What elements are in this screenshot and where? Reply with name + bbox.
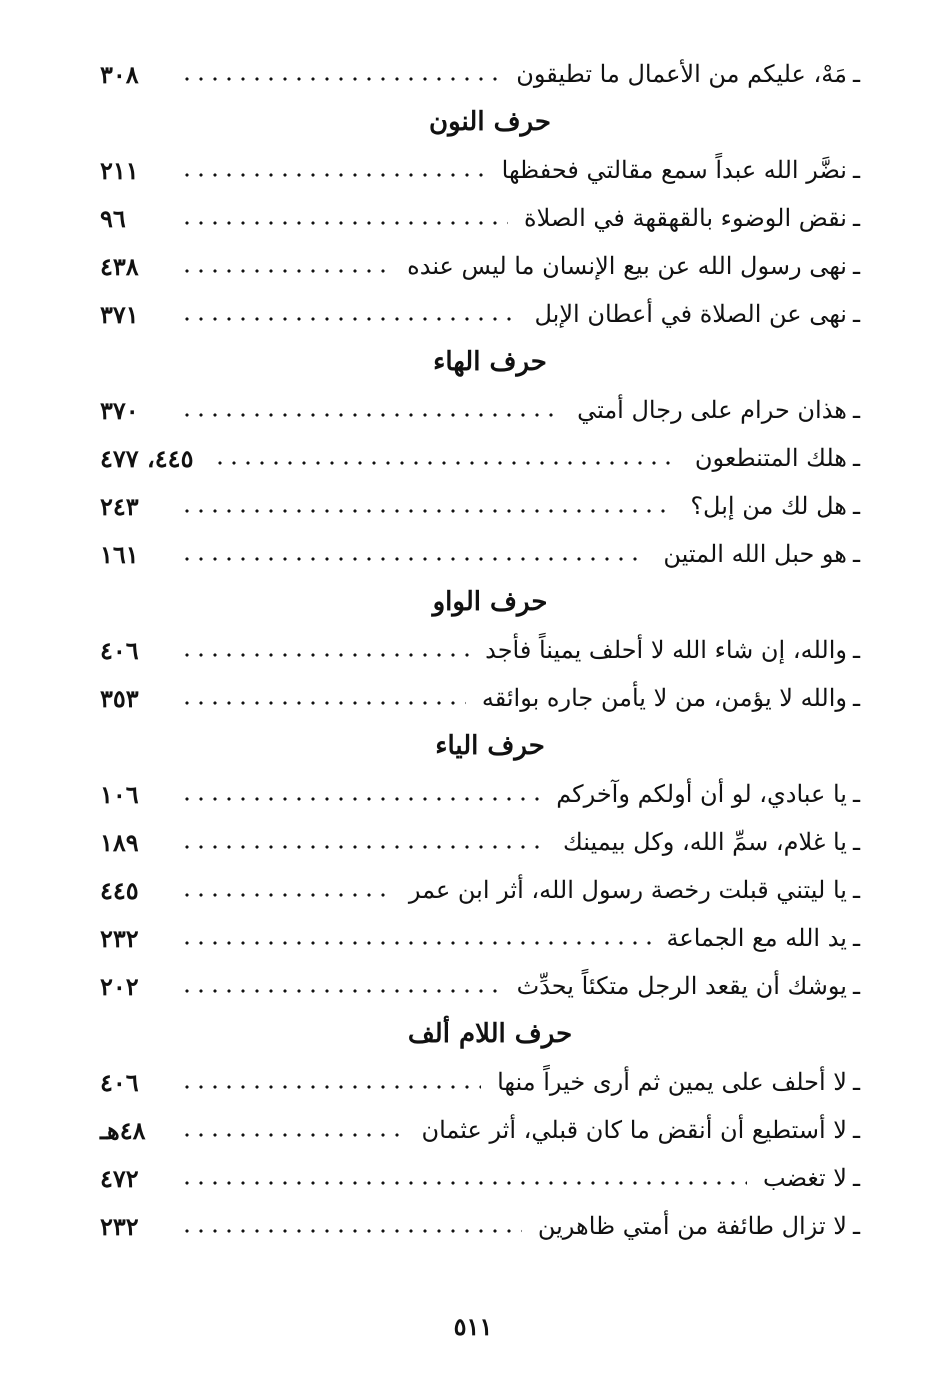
entry-dash: ـ <box>852 396 860 424</box>
index-entry <box>100 1202 860 1250</box>
dot-leader <box>180 1229 522 1233</box>
entry-text: هلك المتنطعون <box>694 444 847 472</box>
entry-text: هو حبل الله المتين <box>663 540 847 568</box>
hadith-index-list <box>100 50 860 1250</box>
index-entry <box>100 1106 860 1154</box>
section-heading-row <box>100 1010 860 1058</box>
entry-dash: ـ <box>852 444 860 472</box>
dot-leader <box>180 77 500 81</box>
entry-text: مَهْ، عليكم من الأعمال ما تطيقون <box>516 60 847 88</box>
entry-text: والله، إن شاء الله لا أحلف يميناً فأجد <box>485 636 847 664</box>
entry-page-reference: ١٠٦ <box>100 779 139 809</box>
entry-page-reference: ٣٧١ <box>100 299 139 329</box>
index-entry <box>100 770 860 818</box>
index-entry <box>100 50 860 98</box>
index-entry <box>100 290 860 338</box>
entry-page-reference: ٤٤٥، ٤٧٧ <box>100 443 194 473</box>
entry-page-reference: ١٨٩ <box>100 827 139 857</box>
entry-dash: ـ <box>852 1212 860 1240</box>
entry-dash: ـ <box>852 972 860 1000</box>
dot-leader <box>180 941 651 945</box>
entry-dash: ـ <box>852 636 860 664</box>
section-heading-row <box>100 338 860 386</box>
section-heading: حرف الواو <box>432 587 548 617</box>
entry-page-reference: ٣٥٣ <box>100 683 139 713</box>
entry-text: هل لك من إبل؟ <box>690 492 847 520</box>
index-entry <box>100 914 860 962</box>
entry-page-reference: ٤٣٨ <box>100 251 139 281</box>
entry-page-reference: ٣٧٠ <box>100 395 139 425</box>
entry-dash: ـ <box>852 876 860 904</box>
entry-page-reference: ٤٠٦ <box>100 635 139 665</box>
dot-leader <box>180 653 469 657</box>
entry-dash: ـ <box>852 780 860 808</box>
index-entry <box>100 866 860 914</box>
dot-leader <box>180 509 674 513</box>
entry-dash: ـ <box>852 300 860 328</box>
index-entry <box>100 242 860 290</box>
section-heading-row <box>100 578 860 626</box>
dot-leader <box>180 1181 747 1185</box>
entry-dash: ـ <box>852 156 860 184</box>
index-entry <box>100 530 860 578</box>
section-heading: حرف النون <box>429 107 551 137</box>
dot-leader <box>180 557 647 561</box>
entry-dash: ـ <box>852 828 860 856</box>
section-heading-row <box>100 722 860 770</box>
dot-leader <box>180 893 393 897</box>
index-entry <box>100 482 860 530</box>
entry-page-reference: ٢٤٣ <box>100 491 139 521</box>
dot-leader <box>180 701 466 705</box>
section-heading: حرف الياء <box>435 731 545 761</box>
entry-text: يا غلام، سمِّ الله، وكل بيمينك <box>563 828 847 856</box>
dot-leader <box>213 461 678 465</box>
entry-page-reference: ٩٦ <box>100 203 126 233</box>
section-heading-row <box>100 98 860 146</box>
entry-dash: ـ <box>852 540 860 568</box>
entry-dash: ـ <box>852 924 860 952</box>
entry-text: يوشك أن يقعد الرجل متكئاً يحدِّث <box>516 972 847 1000</box>
dot-leader <box>180 221 508 225</box>
entry-text: نهى رسول الله عن بيع الإنسان ما ليس عنده <box>407 252 847 280</box>
dot-leader <box>180 797 540 801</box>
entry-page-reference: ١٦١ <box>100 539 139 569</box>
entry-text: لا تزال طائفة من أمتي ظاهرين <box>537 1212 847 1240</box>
entry-text: نهى عن الصلاة في أعطان الإبل <box>534 300 847 328</box>
dot-leader <box>180 173 486 177</box>
entry-page-reference: ٤٧٢ <box>100 1163 139 1193</box>
entry-page-reference: ٤٤٥ <box>100 875 139 905</box>
dot-leader <box>180 1133 405 1137</box>
index-entry <box>100 1154 860 1202</box>
page-number: ٥١١ <box>453 1312 493 1341</box>
index-entry <box>100 962 860 1010</box>
dot-leader <box>180 269 391 273</box>
index-entry <box>100 194 860 242</box>
entry-text: لا أحلف على يمين ثم أرى خيراً منها <box>497 1068 847 1096</box>
index-entry <box>100 626 860 674</box>
entry-text: يا عبادي، لو أن أولكم وآخركم <box>556 780 847 808</box>
entry-page-reference: ٢١١ <box>100 155 139 185</box>
entry-dash: ـ <box>852 1164 860 1192</box>
entry-page-reference: ٢٣٢ <box>100 923 139 953</box>
entry-text: يا ليتني قبلت رخصة رسول الله، أثر ابن عمر <box>408 876 847 904</box>
index-entry <box>100 674 860 722</box>
entry-page-reference: ٣٠٨ <box>100 59 139 89</box>
entry-dash: ـ <box>852 1068 860 1096</box>
entry-text: نضَّر الله عبداً سمع مقالتي فحفظها <box>501 156 847 184</box>
entry-dash: ـ <box>852 252 860 280</box>
entry-dash: ـ <box>852 1116 860 1144</box>
entry-dash: ـ <box>852 492 860 520</box>
dot-leader <box>180 317 519 321</box>
dot-leader <box>180 413 561 417</box>
entry-dash: ـ <box>852 204 860 232</box>
entry-text: نقض الوضوء بالقهقهة في الصلاة <box>524 204 847 232</box>
entry-text: لا تغضب <box>763 1164 847 1192</box>
entry-page-reference: ٤٨هـ <box>100 1115 146 1145</box>
entry-page-reference: ٢٣٢ <box>100 1211 139 1241</box>
index-entry <box>100 1058 860 1106</box>
entry-dash: ـ <box>852 684 860 712</box>
entry-text: يد الله مع الجماعة <box>666 924 847 952</box>
dot-leader <box>180 989 501 993</box>
index-entry <box>100 386 860 434</box>
dot-leader <box>180 1085 481 1089</box>
section-heading: حرف الهاء <box>433 347 547 377</box>
entry-text: لا أستطيع أن أنقض ما كان قبلي، أثر عثمان <box>421 1116 847 1144</box>
entry-dash: ـ <box>852 60 860 88</box>
index-entry <box>100 818 860 866</box>
entry-text: هذان حرام على رجال أمتي <box>577 396 847 424</box>
dot-leader <box>180 845 547 849</box>
entry-page-reference: ٤٠٦ <box>100 1067 139 1097</box>
index-entry <box>100 146 860 194</box>
section-heading: حرف اللام ألف <box>407 1019 573 1049</box>
entry-page-reference: ٢٠٢ <box>100 971 139 1001</box>
entry-text: والله لا يؤمن، من لا يأمن جاره بوائقه <box>481 684 847 712</box>
index-entry <box>100 434 860 482</box>
